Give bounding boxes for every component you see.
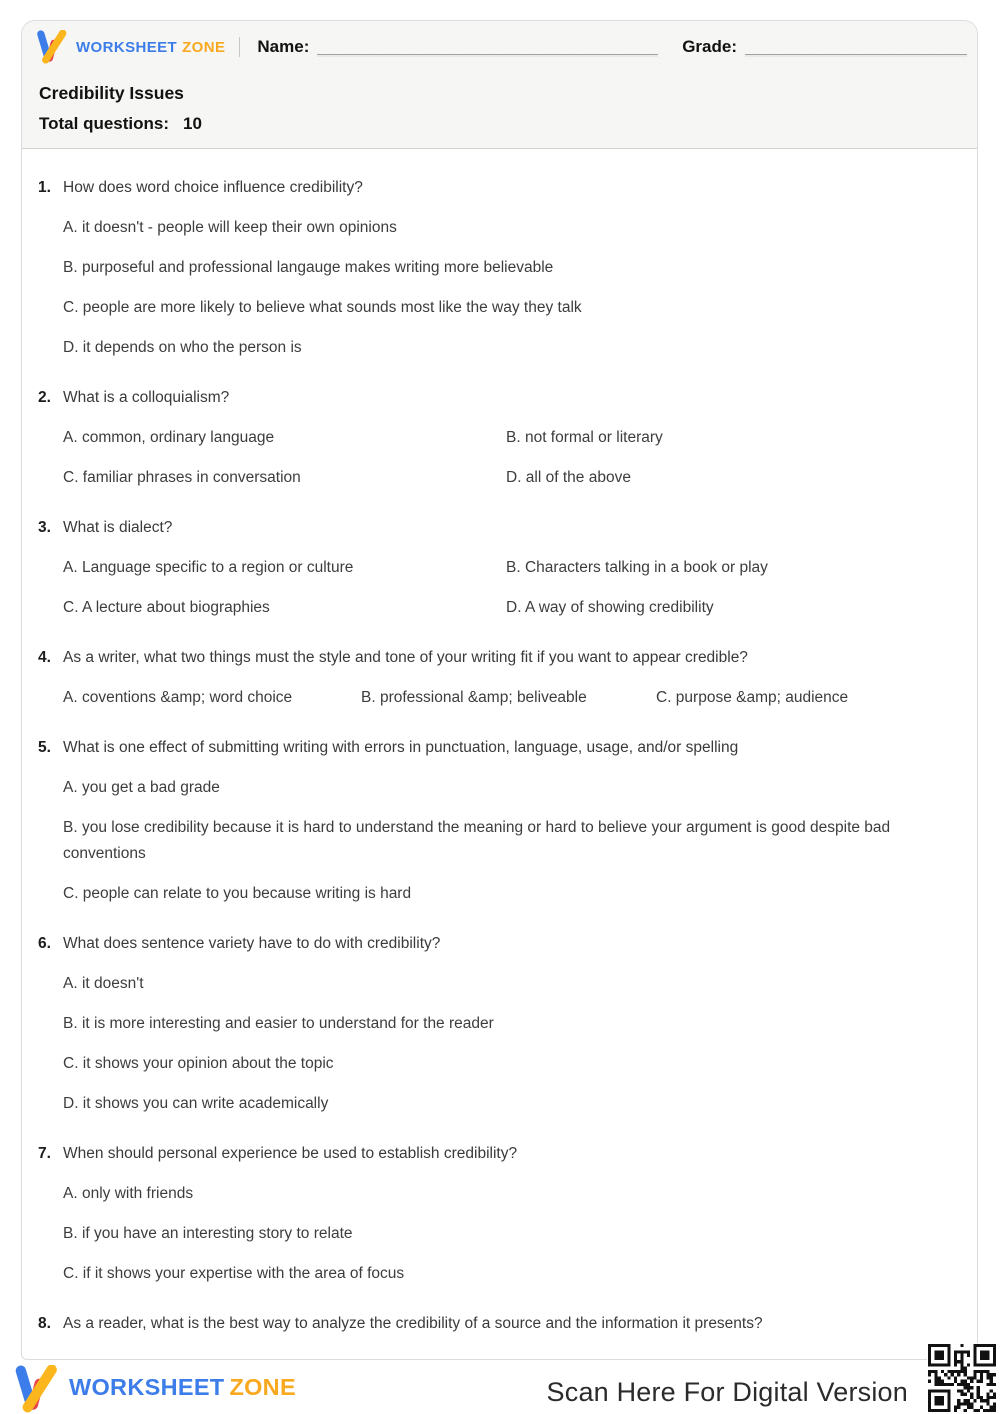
options-grid (63, 685, 921, 711)
question-8 (22, 1311, 921, 1337)
question-text: What does sentence variety have to do with credibility? (63, 935, 441, 952)
brand-word-zone: ZONE (182, 38, 226, 56)
answer-option: A. it doesn't (63, 975, 144, 992)
question-number: 3. (38, 519, 51, 536)
answer-option: C. if it shows your expertise with the area of focus (63, 1265, 405, 1282)
total-questions-label: Total questions: (39, 114, 170, 133)
answer-option: C. people can relate to you because writing is hard (63, 885, 412, 902)
question-number: 1. (38, 179, 51, 196)
worksheet-title: Credibility Issues (39, 83, 184, 103)
question-number: 5. (38, 739, 51, 756)
answer-option: B. purposeful and professional langauge makes writing more believable (63, 259, 554, 276)
answer-option: D. it depends on who the person is (63, 339, 302, 356)
options-grid (63, 425, 921, 491)
question-number: 7. (38, 1145, 51, 1162)
worksheetzone-logo-icon (36, 30, 70, 64)
question-2 (22, 385, 921, 491)
answer-option: B. you lose credibility because it is hard to understand the meaning or hard to believe your argument is good despite bad conventions (63, 819, 891, 862)
question-text: As a reader, what is the best way to analyze the credibility of a source and the information it presents? (63, 1315, 763, 1332)
brand-word-worksheet: WORKSHEET (76, 38, 178, 56)
questions-area (22, 149, 977, 1337)
worksheetzone-logo-icon (15, 1365, 61, 1413)
question-number: 8. (38, 1315, 51, 1332)
total-questions-row (39, 114, 967, 134)
question-6 (22, 931, 921, 1117)
answer-option: C. purpose &amp; audience (656, 689, 849, 706)
header-strip (22, 21, 977, 149)
worksheet-card (21, 20, 978, 1360)
brand-wordmark (69, 1374, 296, 1401)
header-divider (239, 37, 240, 57)
brand-wordmark (76, 39, 225, 56)
question-text: What is a colloquialism? (63, 389, 230, 406)
options-grid (63, 555, 921, 621)
grade-label: Grade: (682, 37, 737, 56)
answer-option: A. Language specific to a region or culture (63, 559, 354, 576)
answer-option: A. it doesn't - people will keep their own opinions (63, 219, 397, 236)
question-number: 6. (38, 935, 51, 952)
question-5 (22, 735, 921, 907)
grade-blank-line[interactable] (745, 40, 967, 55)
name-label: Name: (257, 37, 310, 56)
answer-option: B. if you have an interesting story to relate (63, 1225, 353, 1242)
answer-option: A. you get a bad grade (63, 779, 220, 796)
answer-option: B. professional &amp; beliveable (361, 689, 587, 706)
answer-option: C. people are more likely to believe what sounds most like the way they talk (63, 299, 582, 316)
question-number: 2. (38, 389, 51, 406)
brand-word-zone: ZONE (229, 1373, 296, 1400)
total-questions-value: 10 (183, 114, 202, 133)
answer-option: A. only with friends (63, 1185, 194, 1202)
question-4 (22, 645, 921, 711)
answer-option: C. it shows your opinion about the topic (63, 1055, 334, 1072)
qr-code (927, 1343, 997, 1413)
question-text: What is one effect of submitting writing with errors in punctuation, language, usage, and/or spelling (63, 739, 739, 756)
header-brand-row (36, 28, 967, 66)
answer-option: A. common, ordinary language (63, 429, 275, 446)
question-7 (22, 1141, 921, 1287)
question-text: As a writer, what two things must the style and tone of your writing fit if you want to appear credible? (63, 649, 748, 666)
answer-option: A. coventions &amp; word choice (63, 689, 293, 706)
answer-option: B. not formal or literary (506, 429, 663, 446)
page-footer (0, 1360, 1000, 1414)
brand-word-worksheet: WORKSHEET (69, 1373, 225, 1400)
answer-option: B. it is more interesting and easier to understand for the reader (63, 1015, 494, 1032)
question-text: How does word choice influence credibility? (63, 179, 363, 196)
answer-option: B. Characters talking in a book or play (506, 559, 768, 576)
answer-option: D. it shows you can write academically (63, 1095, 329, 1112)
question-text: What is dialect? (63, 519, 173, 536)
question-1 (22, 175, 921, 361)
question-3 (22, 515, 921, 621)
answer-option: C. familiar phrases in conversation (63, 469, 301, 486)
name-blank-line[interactable] (317, 40, 658, 55)
scan-here-text: Scan Here For Digital Version (546, 1376, 908, 1407)
answer-option: D. all of the above (506, 469, 631, 486)
question-number: 4. (38, 649, 51, 666)
answer-option: D. A way of showing credibility (506, 599, 714, 616)
question-text: When should personal experience be used to establish credibility? (63, 1145, 518, 1162)
answer-option: C. A lecture about biographies (63, 599, 270, 616)
